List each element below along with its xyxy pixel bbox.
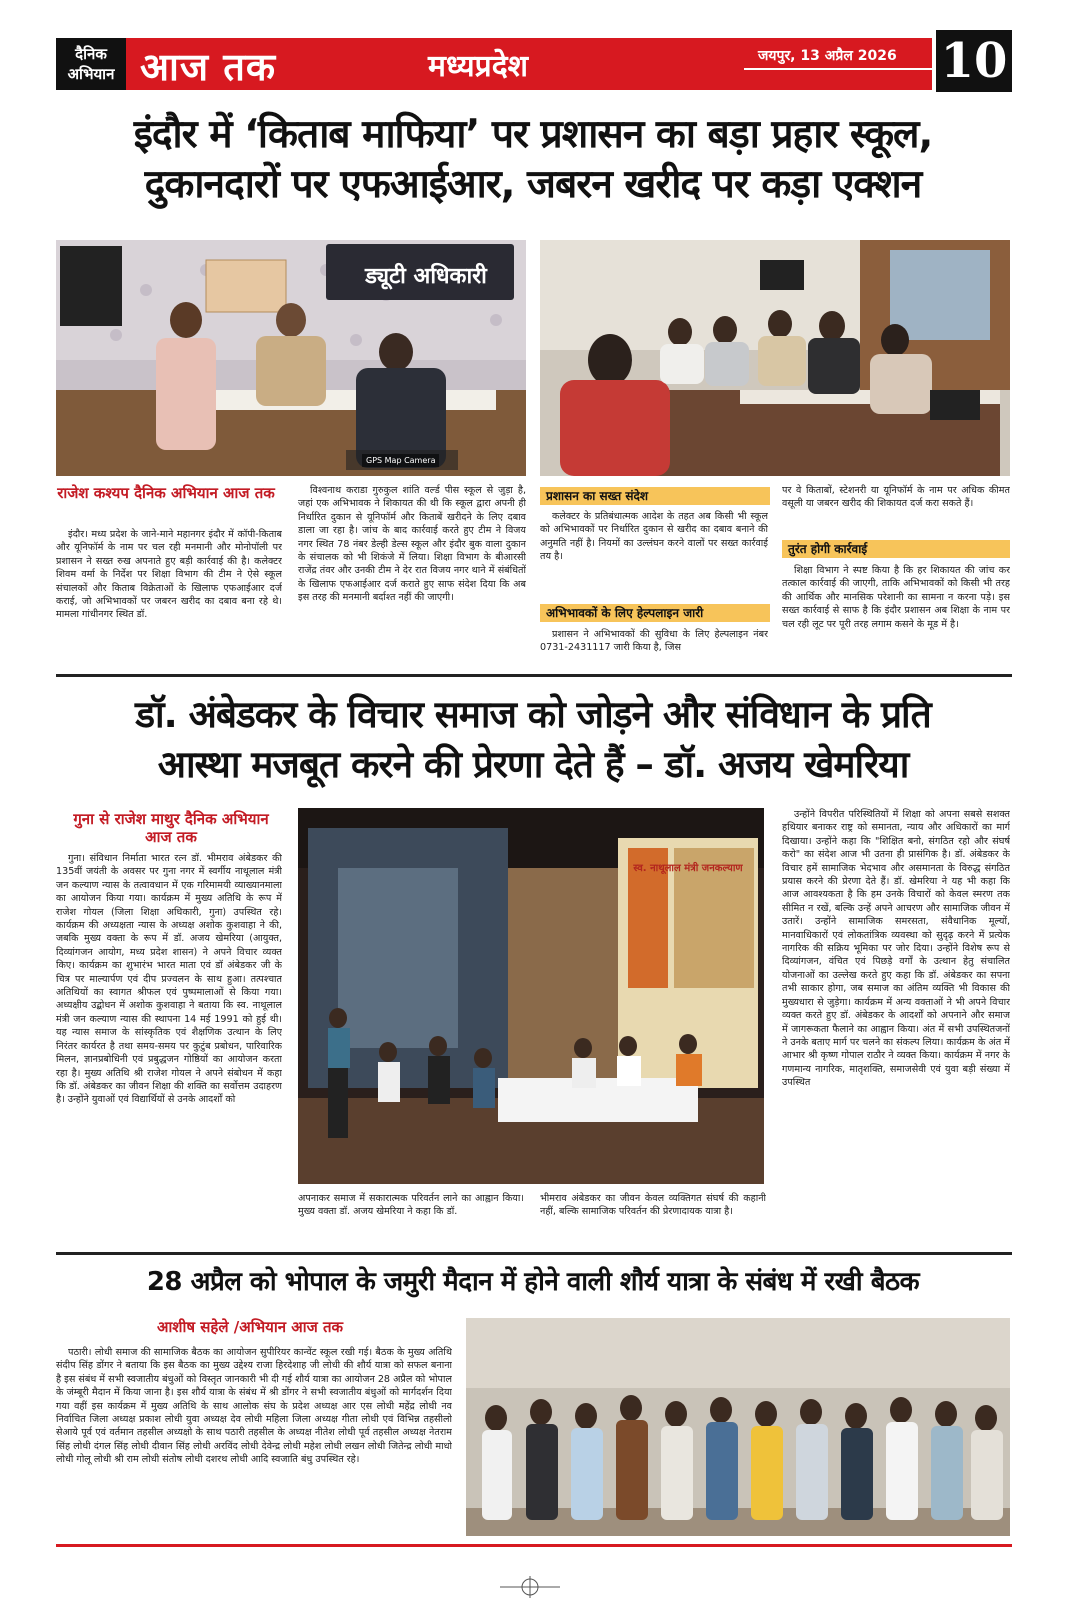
story1-byline: राजेश कश्यप दैनिक अभियान आज तक bbox=[57, 484, 275, 502]
story1-subhead-3: तुरंत होगी कार्रवाई bbox=[782, 540, 1010, 558]
page-number: 10 bbox=[936, 30, 1012, 92]
masthead bbox=[56, 33, 1012, 90]
story2-column-1 bbox=[56, 852, 282, 1242]
photo-watermark: GPS Map Camera bbox=[362, 454, 439, 467]
story1-column-4b bbox=[782, 564, 1010, 666]
page-bottom-rule bbox=[56, 1544, 1012, 1547]
story2-col4-text: उन्होंने विपरीत परिस्थितियों में शिक्षा को अपना सबसे सशक्त हथियार बनाकर राष्ट्र को समानता, न्याय और अधिकारों का मार्ग दिखाया। उन्होंने कहा कि "शिक्षित बनो, संगठित रहो और संघर्ष करो" का संदेश आज भी उतना ही प्रासंगिक है। डॉ. अंबेडकर के विचार हमें सामाजिक भेदभाव और असमानता के विरुद्ध संगठित प्रयास करने की प्रेरणा देते हैं। डॉ. खेमरिया ने यह भी कहा कि आज आवश्यकता है कि हम उनके विचारों को केवल स्मरण तक सीमित न रखें, बल्कि उन्हें अपने आचरण और सामाजिक जीवन में उतारें। उन्होंने सामाजिक समरसता, संवैधानिक मूल्यों, मानवाधिकारों एवं लोकतांत्रिक व्यवस्था को सुदृढ़ करने में प्रत्येक नागरिक की सक्रिय भूमिका पर जोर दिया। उन्होंने विशेष रूप से दिव्यांगजन, वंचित एवं पिछड़े वर्गों के उत्थान हेतु संचालित योजनाओं का उल्लेख करते हुए कहा कि डॉ. अंबेडकर का सपना तभी साकार होगा, जब समाज का अंतिम व्यक्ति भी विकास की मुख्यधारा से जुड़ेगा। कार्यक्रम में अन्य वक्ताओं ने भी अपने विचार व्यक्त करते हुए डॉ. अंबेडकर के आदर्शों को अपनाने और समाज में जागरूकता फैलाने का आह्वान किया। अंत में सभी उपस्थितजनों ने उनके बताए मार्ग पर चलने का संकल्प लिया। कार्यक्रम के अंत में आभार श्री कृष्ण गोपाल राठौर ने व्यक्त किया। कार्यक्रम में नगर के गणमान्य नागरिक, मातृशक्ति, समाजसेवी एवं युवा बड़ी संख्या में उपस्थित bbox=[782, 809, 1010, 1089]
section-name: मध्यप्रदेश bbox=[428, 49, 529, 84]
brand-small-line-2: अभियान bbox=[67, 65, 115, 83]
story1-column-2 bbox=[298, 484, 526, 666]
story1-photo-meeting bbox=[540, 240, 1010, 476]
story2-col2-text: अपनाकर समाज में सकारात्मक परिवर्तन लाने का आह्वान किया। मुख्य वक्ता डॉ. अजय खेमरिया ने कहा कि डॉ. bbox=[298, 1193, 524, 1218]
story1-col2-text: विश्वनाथ कराडा गुरुकुल शांति वर्ल्ड पीस स्कूल से जुड़ा है, जहां एक अभिभावक ने शिकायत की थी कि स्कूल द्वारा अपनी ही निर्धारित दुकान से यूनिफॉर्म और किताबें खरीदने के लिए दबाव डाला जा रहा है। जांच के बाद कार्रवाई करते हुए टीम ने विजय नगर स्थित 78 नंबर डेल्ही डेल्स स्कूल और इंदौर बुक वाला दुकान के संचालक को भी शिकंजे में लिया। शिक्षा विभाग के बीआरसी राजेंद्र तंवर और उनकी टीम ने देर रात विजय नगर थाने में संबंधितों के खिलाफ एफआईआर दर्ज कराते हुए साफ संदेश दिया कि अब इस तरह की मनमानी बर्दाश्त नहीं की जाएगी। bbox=[298, 485, 526, 604]
story2-photo-event bbox=[298, 808, 764, 1184]
story3-body-text: पठारी। लोधी समाज की सामाजिक बैठक का आयोजन सुपीरियर कान्वेंट स्कूल रखी गई। बैठक के मुख्य अतिथि संदीप सिंह डोंगर ने बताया कि इस बैठक का मुख्य उद्देश्य राजा हिरदेशाह जी लोधी की शौर्य यात्रा को सफल बनाना है इस संबंध में सभी स्वजातीय बंधुओं को विस्तृत जानकारी भी दी गई शौर्य यात्रा का आयोजन 28 अप्रैल को भोपाल के जंम्बूरी मैदान में किया जाना है। इस शौर्य यात्रा के संबंध में श्री डोंगर ने सभी स्वजातीय बंधुओं को मार्गदर्शन दिया गया वहीं इस कार्यक्रम में मुख्य अतिथि के साथ आलोक संघ के प्रदेश अध्यक्ष आर एस लोधी महेंद्र लोधी नव निर्वाचित जिला अध्यक्ष प्रकाश लोधी युवा अध्यक्ष देव लोधी महिला जिला अध्यक्ष गीता लोधी एवं विभिन्न तहसीलो सेआये पूर्व एवं वर्तमान तहसील अध्यक्षो के साथ पठारी तहसील के अध्यक्ष नीतेश लोधी पूर्व तहसील अध्यक्ष नेतराम सिंह लोधी दंगल सिंह लोधी दीवान सिंह लोधी अरविंद लोधी देवेन्द्र लोधी महेश लोधी लखन लोधी जितेन्द्र लोधी माधो लोधी गोलू लोधी श्री राम लोधी संतोष लोधी दशरथ लोधी आदि स्वजाति बंधु उपस्थित रहे। bbox=[56, 1347, 452, 1466]
story1-subhead-1: प्रशासन का सख्त संदेश bbox=[540, 487, 770, 505]
story2-headline bbox=[50, 690, 1016, 790]
story2-headline-line2: आस्था मजबूत करने की प्रेरणा देते हैं – डॉ. अजय खेमरिया bbox=[157, 743, 909, 786]
story1-col4a-text: पर वे किताबों, स्टेशनरी या यूनिफॉर्म के नाम पर अधिक कीमत वसूली या जबरन खरीद की शिकायत दर्ज करा सकते हैं। bbox=[782, 485, 1010, 510]
story1-col1-text: इंदौर। मध्य प्रदेश के जाने-माने महानगर इंदौर में कॉपी-किताब और यूनिफॉर्म के नाम पर चल रही मनमानी और मोनोपॉली पर प्रशासन ने सख्त रुख अपनाते हुए बड़ी कार्रवाई की है। कलेक्टर शिवम वर्मा के निर्देश पर शिक्षा विभाग की टीम ने ऐसे स्कूल संचालकों और किताब विक्रेताओं के खिलाफ एफआईआर दर्ज कराई, जो अभिभावकों पर जबरन खरीद का दबाव बना रहे थे। मामला गांधीनगर स्थित डॉ. bbox=[56, 529, 282, 621]
event-banner-text: स्व. नाथूलाल मंत्री जनकल्याण bbox=[633, 863, 743, 874]
section-divider-2 bbox=[56, 1252, 1012, 1255]
brand-small-line-1: दैनिक bbox=[75, 45, 107, 63]
dateline: जयपुर, 13 अप्रैल 2026 bbox=[758, 48, 897, 64]
story1-subhead-2: अभिभावकों के लिए हेल्पलाइन जारी bbox=[540, 604, 770, 622]
dateline-rule bbox=[744, 68, 932, 70]
story2-col3-text: भीमराव अंबेडकर का जीवन केवल व्यक्तिगत संघर्ष की कहानी नहीं, बल्कि सामाजिक परिवर्तन की प्रेरणादायक यात्रा है। bbox=[540, 1193, 766, 1218]
story1-headline-line2: दुकानदारों पर एफआईआर, जबरन खरीद पर कड़ा एक्शन bbox=[144, 162, 922, 207]
brand-small-box bbox=[56, 38, 126, 90]
story3-byline: आशीष सहेले /अभियान आज तक bbox=[156, 1318, 344, 1336]
story2-byline: गुना से राजेश माथुर दैनिक अभियान आज तक bbox=[73, 810, 269, 846]
story1-col3b-text: प्रशासन ने अभिभावकों की सुविधा के लिए हेल्पलाइन नंबर 0731-2431117 जारी किया है, जिस bbox=[540, 629, 768, 654]
story1-column-4a bbox=[782, 484, 1010, 526]
story1-column-1 bbox=[56, 528, 282, 666]
story2-column-3 bbox=[540, 1192, 766, 1244]
story2-column-2 bbox=[298, 1192, 524, 1244]
story2-headline-line1: डॉ. अंबेडकर के विचार समाज को जोड़ने और संविधान के प्रति bbox=[135, 693, 931, 736]
story1-photo-office bbox=[56, 240, 526, 476]
group-photo-illustration bbox=[466, 1318, 1010, 1536]
story1-col4b-text: शिक्षा विभाग ने स्पष्ट किया है कि हर शिकायत की जांच कर तत्काल कार्रवाई की जाएगी, ताकि अभिभावकों को किसी भी तरह की आर्थिक और मानसिक परेशानी का सामना न करना पड़े। इस सख्त कार्रवाई से साफ है कि इंदौर प्रशासन अब शिक्षा के नाम पर चल रही लूट पर पूरी तरह लगाम कसने के मूड में है। bbox=[782, 565, 1010, 630]
story2-col1-text: गुना। संविधान निर्माता भारत रत्न डॉ. भीमराव अंबेडकर की 135वीं जयंती के अवसर पर गुना नगर में स्वर्गीय नाथूलाल मंत्री जन कल्याण न्यास के तत्वावधान में एक गरिमामयी व्याख्यानमाला का आयोजन किया गया। कार्यक्रम में मुख्य अतिथि के रूप में राजेश गोयल (जिला शिक्षा अधिकारी, गुना) उपस्थित रहे। कार्यक्रम की अध्यक्षता न्यास के अध्यक्ष अशोक कुशवाहा ने की, जबकि मुख्य वक्ता के रूप में डॉ. अजय खेमरिया (आयुक्त, दिव्यांगजन आयोग, मध्य प्रदेश शासन) ने अपने विचार व्यक्त किए। कार्यक्रम का शुभारंभ भारत माता एवं डॉ अंबेडकर जी के चित्र पर माल्यार्पण एवं दीप प्रज्वलन के साथ हुआ। तत्पश्चात अतिथियों का स्वागत श्रीफल एवं पुष्पमालाओं से किया गया। अध्यक्षीय उद्बोधन में अशोक कुशवाहा ने बताया कि स्व. नाथूलाल मंत्री जन कल्याण न्यास की स्थापना 14 मई 1991 को हुई थी। यह न्यास समाज के सांस्कृतिक एवं शैक्षणिक उत्थान के लिए निरंतर कार्यरत है तथा समय-समय पर कुटुंब प्रबोधन, पारिवारिक मिलन, ज्ञानप्रबोधिनी एवं प्रबुद्धजन गोष्ठियों का आयोजन करता रहा है। मुख्य अतिथि श्री राजेश गोयल ने अपने संबोधन में कहा कि डॉ. अंबेडकर का जीवन शिक्षा की शक्ति का सर्वोत्तम उदाहरण है। उन्होंने युवाओं एवं विद्यार्थियों से उनके आदर्शों को bbox=[56, 853, 282, 1106]
story1-column-3b bbox=[540, 628, 768, 666]
registration-mark-icon bbox=[500, 1576, 560, 1598]
story1-headline-line1: इंदौर में ‘किताब माफिया’ पर प्रशासन का बड़ा प्रहार स्कूल, bbox=[133, 112, 933, 157]
story1-column-3a bbox=[540, 510, 768, 594]
story2-column-4 bbox=[782, 808, 1010, 1244]
story1-col3a-text: कलेक्टर के प्रतिबंधात्मक आदेश के तहत अब किसी भी स्कूल को अभिभावकों पर निर्धारित दुकान से खरीद का दबाव बनाने की अनुमति नहीं है। नियमों का उल्लंघन करने वालों पर सख्त कार्रवाई तय है। bbox=[540, 511, 768, 563]
story3-headline: 28 अप्रैल को भोपाल के जमुरी मैदान में होने वाली शौर्य यात्रा के संबंध में रखी बैठक bbox=[146, 1267, 920, 1297]
meeting-scene-illustration bbox=[540, 240, 1010, 476]
story3-body bbox=[56, 1346, 452, 1536]
office-sign-text: ड्यूटी अधिकारी bbox=[365, 264, 487, 289]
section-divider-1 bbox=[56, 674, 1012, 677]
story3-photo-group bbox=[466, 1318, 1010, 1536]
brand-name: आज तक bbox=[140, 44, 277, 89]
story1-headline bbox=[50, 110, 1016, 210]
